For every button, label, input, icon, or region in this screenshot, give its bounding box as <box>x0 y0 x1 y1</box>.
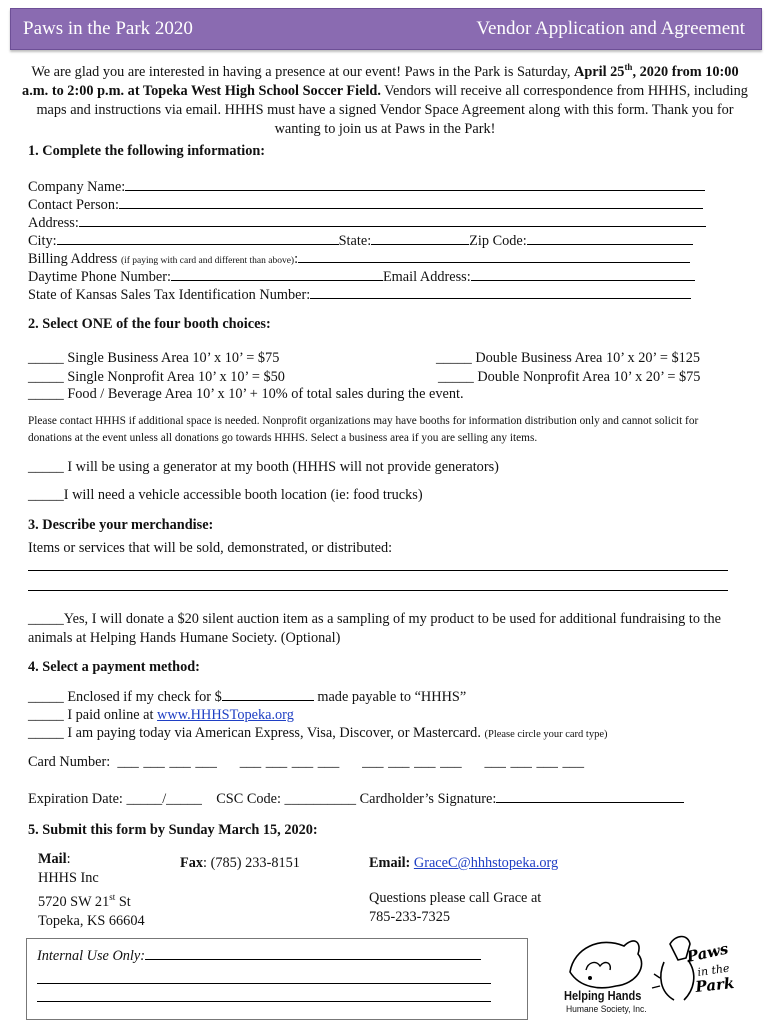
booth-double-nonprofit[interactable]: _____ Double Nonprofit Area 10’ x 20’ = $75 <box>438 369 701 385</box>
internal-line-3 <box>37 1001 491 1002</box>
generator-option[interactable]: _____ I will be using a generator at my booth (HHHS will not provide generators) <box>28 459 499 475</box>
address-row[interactable]: Address: <box>28 214 706 232</box>
event-title: Paws in the Park 2020 <box>23 18 193 39</box>
pay-by-card[interactable]: _____ I am paying today via American Express, Visa, Discover, or Mastercard. (Please circle your card type) <box>28 725 608 741</box>
booth-single-business[interactable]: _____ Single Business Area 10’ x 10’ = $75 <box>28 350 280 366</box>
contact-person-row[interactable]: Contact Person: <box>28 196 703 214</box>
email-link[interactable]: GraceC@hhhstopeka.org <box>413 855 559 871</box>
helping-hands-logo <box>560 930 745 1022</box>
section-4-title: 4. Select a payment method: <box>28 659 200 675</box>
section-1-title: 1. Complete the following information: <box>28 143 266 159</box>
section-5-title: 5. Submit this form by Sunday March 15, 2020: <box>28 822 318 838</box>
booth-double-business[interactable]: _____ Double Business Area 10’ x 20’ = $125 <box>436 350 701 366</box>
intro-paragraph: We are glad you are interested in having a presence at our event! Paws in the Park is Saturday, April 25th, 2020 from 10:00 a.m. to 2:00 p.m. at Topeka West High School Soccer Field. Vendors will receive all correspondence from HHHS, including maps and instructions via email. HHHS must have a signed Vendor Space Agreement along with this form. Thank you for wanting to join us at Paws in the Park! <box>22 62 748 137</box>
pay-online[interactable]: _____ I paid online at www.HHHSTopeka.org <box>28 707 294 723</box>
logo-name: Helping Hands <box>564 988 642 1003</box>
pay-by-check[interactable]: _____ Enclosed if my check for $ made payable to “HHHS” <box>28 689 467 705</box>
billing-address-row[interactable]: Billing Address (if paying with card and different than above): <box>28 250 690 268</box>
logo-park-text: Park <box>694 974 736 996</box>
email-info: Email: GraceC@hhhstopeka.org <box>369 855 559 871</box>
merchandise-prompt: Items or services that will be sold, demonstrated, or distributed: <box>28 540 393 556</box>
expiration-row[interactable] <box>28 790 684 808</box>
company-name-row[interactable]: Company Name: <box>28 178 705 196</box>
mail-address: Mail: HHHS Inc 5720 SW 21st St Topeka, KS 66604 <box>38 851 145 929</box>
phone-email-row[interactable]: Daytime Phone Number: Email Address: <box>28 268 695 286</box>
tax-id-row[interactable]: State of Kansas Sales Tax Identification Number: <box>28 286 691 304</box>
fax-info: Fax: (785) 233-8151 <box>180 855 300 871</box>
merchandise-line-2[interactable] <box>28 590 728 591</box>
booth-single-nonprofit[interactable]: _____ Single Nonprofit Area 10’ x 10’ = $50 <box>28 369 285 385</box>
card-number-row[interactable]: Card Number: ___ ___ ___ ___ ___ ___ ___ ___ ___ ___ ___ ___ ___ ___ ___ ___ <box>28 754 584 770</box>
merchandise-line-1[interactable] <box>28 570 728 571</box>
donation-option[interactable]: _____Yes, I will donate a $20 silent auction item as a sampling of my product to be used for additional fundraising to the animals at Helping Hands Humane Society. (Optional) <box>28 611 722 646</box>
vehicle-option[interactable]: _____I will need a vehicle accessible booth location (ie: food trucks) <box>28 487 423 503</box>
internal-line-2 <box>37 983 491 984</box>
logo-in-the-text: in the <box>696 961 731 979</box>
city-state-zip-row[interactable]: City: State: Zip Code: <box>28 232 693 250</box>
questions-info: Questions please call Grace at 785-233-7325 <box>369 890 542 925</box>
expiration-date: Expiration Date: _____/_____ <box>28 791 202 807</box>
header-bar <box>10 8 762 50</box>
logo-paws-text: Paws <box>685 939 730 966</box>
csc-code: CSC Code: __________ <box>216 791 357 807</box>
internal-use-label: Internal Use Only: <box>37 948 145 964</box>
booth-note: Please contact HHHS if additional space is needed. Nonprofit organizations may have booths for information distribution only and cannot solicit for donations at the event unless all donations go towards HHHS. Select a business area if you are selling any items. <box>28 415 699 444</box>
internal-use-box <box>26 938 528 1020</box>
booth-food-beverage[interactable]: _____ Food / Beverage Area 10’ x 10’ + 10% of total sales during the event. <box>28 386 464 402</box>
section-3-title: 3. Describe your merchandise: <box>28 517 214 533</box>
logo-subtitle: Humane Society, Inc. <box>566 1004 647 1015</box>
hhhs-website-link[interactable]: www.HHHSTopeka.org <box>157 707 294 723</box>
signature-label: Cardholder’s Signature: <box>359 791 497 807</box>
section-2-title: 2. Select ONE of the four booth choices: <box>28 316 271 332</box>
form-title: Vendor Application and Agreement <box>476 18 745 39</box>
